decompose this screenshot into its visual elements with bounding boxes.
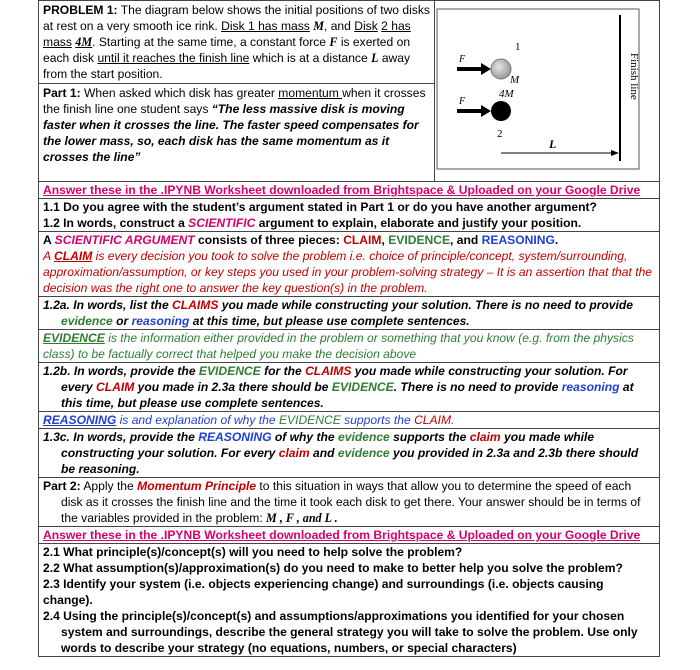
- force-label-1: F: [459, 54, 466, 65]
- problem1-text: PROBLEM 1: The diagram below shows the initial positions of two disks at rest on a very smooth ice rink. Disk 1 has mass M, and Disk 2 has mass 4M. Starting at the same time, a constant force F is exerted on each disk until it reaches the finish line which is at a distance L away from the start position.: [39, 1, 434, 84]
- worksheet-link-1[interactable]: Answer these in the .IPYNB Worksheet downloaded from Brightspace & Uploaded on your Google Drive: [39, 182, 659, 199]
- distance-arrowhead: [611, 150, 619, 156]
- question-1-3c: 1.3c. In words, provide the REASONING of why the evidence supports the claim you made while constructing your solution. For every claim and evidence you provided in 2.3a and 2.3b there should be reasoning.: [39, 429, 659, 478]
- disk-1-mass: M: [510, 74, 520, 86]
- finish-line-label: Finish line: [628, 53, 640, 100]
- question-1-2b: 1.2b. In words, provide the EVIDENCE for the CLAIMS you made while constructing your solution. For every CLAIM you made in 2.3a there should be EVIDENCE. There is no need to provide reasoning at this time, but please use complete sentences.: [39, 363, 659, 412]
- part1-text: Part 1: When asked which disk has greater momentum when it crosses the finish line one student says “The less massive disk is moving faster when it crosses the line. The faster speed compensates for the lower mass, so, each disk has the same momentum as it crosses the line”: [43, 86, 426, 164]
- question-2-3: 2.3 Identify your system (i.e. objects experiencing change) and surroundings (i.e. objects causing change).: [43, 577, 604, 607]
- diagram-svg: [435, 1, 659, 177]
- scientific-argument-def: A SCIENTIFIC ARGUMENT consists of three pieces: CLAIM, EVIDENCE, and REASONING.: [43, 233, 559, 247]
- question-1-2: 1.2 In words, construct a SCIENTIFIC argument to explain, elaborate and justify your position.: [39, 215, 659, 232]
- force-arrowhead-2: [481, 105, 491, 117]
- part2-text: Part 2: Apply the Momentum Principle to this situation in ways that allow you to determine the speed of each disk as it crosses the finish line and the time it took each disk to get there. Your answer should be in terms of the variables provided in the problem: M , F , and L .: [39, 478, 659, 527]
- claim-def: A CLAIM is every decision you took to solve the problem i.e. choice of principle/concept, system/surrounding, approximation/assumption, or key steps you used in your problem-solving strategy – It is an assertion that that the decision was the right one to answer the key question(s) in the problem.: [39, 248, 659, 297]
- evidence-def: EVIDENCE is the information either provided in the problem or something that you know (e.g. from the physics class) to be factually correct that helped you make the decision above: [39, 330, 659, 363]
- problem1-title: PROBLEM 1:: [43, 3, 118, 17]
- problem-block: [39, 0, 659, 182]
- force-arrowhead-1: [481, 63, 491, 75]
- worksheet-link-2[interactable]: Answer these in the .IPYNB Worksheet downloaded from Brightspace & Uploaded on your Google Drive: [39, 527, 659, 544]
- question-2-2: 2.2 What assumption(s)/approximation(s) do you need to make to better help you solve the problem?: [43, 561, 623, 575]
- reasoning-def: REASONING is and explanation of why the EVIDENCE supports the CLAIM.: [39, 412, 659, 429]
- force-label-2: F: [459, 96, 466, 107]
- worksheet-table: [38, 0, 660, 657]
- question-2-4: 2.4 Using the principle(s)/concept(s) and assumptions/approximations you identified for your chosen system and surroundings, describe the general strategy you will take to solve the problem. Use only words to describe your strategy (no equations, numbers, or special characters): [39, 608, 659, 657]
- student-quote: “The less massive disk is moving faster when it crosses the line. The faster speed compensates for the lower mass, so, each disk has the same momentum as it crosses the line”: [43, 102, 419, 164]
- disk-2-number: 2: [497, 128, 503, 140]
- question-1-2a: 1.2a. In words, list the CLAIMS you made while constructing your solution. There is no need to provide evidence or reasoning at this time, but please use complete sentences.: [39, 297, 659, 330]
- question-2-1: 2.1 What principle(s)/concept(s) will you need to help solve the problem?: [43, 545, 463, 559]
- disk-1: [491, 59, 511, 79]
- disk-1-number: 1: [515, 41, 521, 53]
- distance-label: L: [549, 137, 557, 151]
- disk-2-mass: 4M: [499, 88, 514, 100]
- question-1-1: 1.1 Do you agree with the student’s argument stated in Part 1 or do you have another argument?: [43, 200, 597, 214]
- diagram-frame: [437, 9, 639, 169]
- disk-diagram: [435, 1, 659, 181]
- disk-2: [491, 101, 511, 121]
